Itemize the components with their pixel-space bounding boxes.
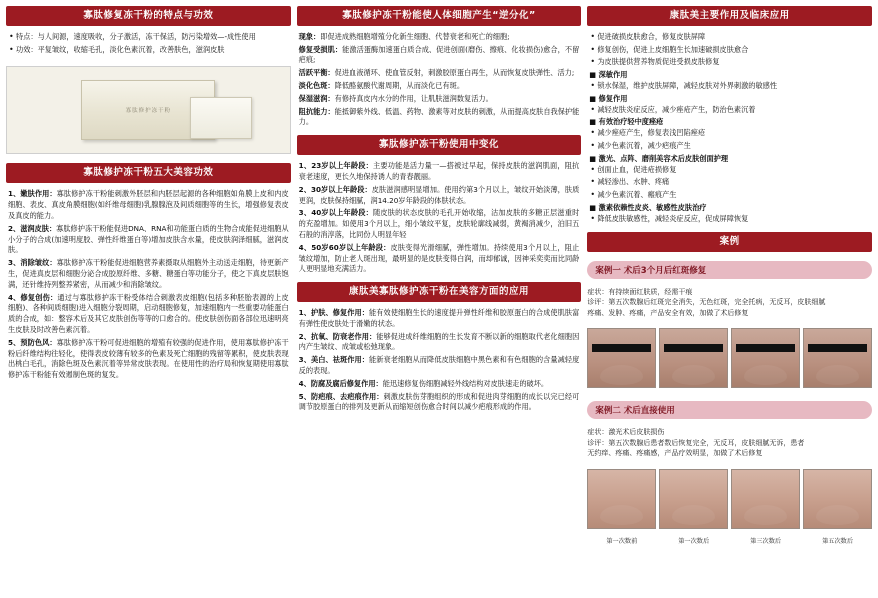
banner-cases: 案例 — [587, 232, 872, 252]
mechanism-item — [299, 32, 580, 43]
photo-caption: 第一次数前 — [606, 537, 638, 545]
mechanism-title: 修复受损肌： — [298, 44, 343, 54]
mechanism-text: 有修持真皮内水分的作用，让肌肤滋润数复活力。 — [334, 93, 493, 103]
application-title: 1、护肤、修复作用： — [298, 307, 370, 317]
case-photo — [803, 469, 872, 529]
stage-title: 4、50岁60岁以上年龄段： — [298, 242, 391, 252]
banner-dedifferentiation: 寡肽修护冻干粉能使人体细胞产生“逆分化” — [297, 6, 582, 26]
privacy-bar — [664, 344, 723, 352]
feature-item: • 特点：与人间源，速度吸收，分子激活，冻干保活，防污染增效—-成性使用 — [8, 32, 289, 43]
privacy-bar — [736, 344, 795, 352]
effect-item — [8, 224, 289, 256]
application-item — [299, 308, 580, 330]
application-list — [297, 307, 582, 415]
group-item: • 减少色素沉着、瘢痕产生 — [589, 190, 870, 201]
mechanism-text: 能抵御紫外线、低温、药物、激素等对皮肤的刺激，从而提高皮肤自我保护能力。 — [298, 106, 580, 127]
group-item: • 减轻渗出、水肿、疼痛 — [589, 177, 870, 188]
stage-item — [299, 243, 580, 275]
column-two — [297, 6, 582, 598]
effect-item — [8, 338, 289, 381]
group-item: • 减轻皮肤炎症反应，减少痤疮产生，防治色素沉着 — [589, 105, 870, 116]
stage-text: 主要功能是活力量一—搭被过早起，保持皮肤的滋润肌面，阻抗衰老速度，更长久地保持诱人的青春靓丽。 — [298, 161, 580, 181]
application-item — [299, 379, 580, 390]
effect-item — [8, 258, 289, 290]
face-highlight — [600, 365, 643, 385]
face-highlight — [600, 505, 643, 525]
effect-title: 2、滋润皮肤： — [8, 223, 57, 233]
clinical-item: • 为皮肤提供营养物质促进受损皮肤修复 — [589, 57, 870, 68]
dedifferentiation-list — [297, 31, 582, 130]
group-title-sensitive: ■ 激素依赖性皮炎、敏感性皮肤治疗 — [589, 203, 707, 213]
case-one-title: 案例一 术后3个月后红斑修复 — [587, 261, 872, 279]
clinical-item: • 修复创伤，促进上皮细胞生长加速破损皮肤愈合 — [589, 45, 870, 56]
column-one — [6, 6, 291, 598]
product-box: 寡肽修护冻干粉 — [81, 80, 215, 140]
face-highlight — [744, 365, 787, 385]
effect-title: 5、预防色风： — [8, 337, 57, 347]
case-two-captions — [587, 536, 872, 545]
usage-stage-list — [297, 160, 582, 277]
face-highlight — [816, 365, 859, 385]
mechanism-text: 能激活蛋酶加速蛋白质合成、促进创面(磨伤、擦痕、化妆损伤)愈合，不留疤痕; — [298, 44, 580, 65]
stage-item — [299, 161, 580, 183]
case-photo — [659, 469, 728, 529]
application-text: 能够促进成纤维细胞的生长发育不断以新的细胞取代老化细胞因内产生皱纹、成皱或松弛现象。 — [298, 331, 580, 352]
case-photo — [659, 328, 728, 388]
group-title-acne: ■ 有效治疗轻中度痤疮 — [589, 117, 664, 127]
banner-usage-changes: 寡肽修护冻干粉使用中变化 — [297, 135, 582, 155]
application-title: 3、美白、祛斑作用： — [298, 355, 370, 365]
effect-title: 4、修复创伤： — [8, 292, 58, 302]
case-two-photos — [587, 469, 872, 529]
case-two-eval-2: 无约痒、疼痛、疼痛感，产品疗效明显，加做了术后修复 — [587, 449, 763, 457]
privacy-bar — [808, 344, 867, 352]
effect-text: 寡肽修护冻干粉能刺激外胚层和内胚层起源的各种细胞如角膜上皮和内皮细胞、表皮、真皮角膜细胞(如纤维母细胞)乳腺腺泡及间质细胞等的生长，增强修复表皮及真皮的能力。 — [8, 189, 289, 220]
case-two-title: 案例二 术后直接使用 — [587, 401, 872, 419]
application-title: 2、抗氧、防衰老作用： — [298, 331, 377, 341]
banner-features: 寡肽修复冻干粉的特点与功效 — [6, 6, 291, 26]
application-item — [299, 332, 580, 354]
privacy-bar — [592, 344, 651, 352]
mechanism-title: 保湿滋润： — [298, 93, 335, 103]
application-item — [299, 355, 580, 377]
case-one-detail — [587, 287, 872, 319]
group-item: • 降低皮肤敏感性，减轻炎症反应，促成屏障恢复 — [589, 214, 870, 225]
stage-title: 3、40岁以上年龄段： — [298, 208, 374, 218]
face-highlight — [744, 505, 787, 525]
stage-title: 2、30岁以上年龄段： — [298, 184, 372, 194]
case-two-symptom: 症状：激光术后皮肤损伤 — [587, 428, 665, 436]
stage-title: 1、23岁以上年龄段： — [298, 161, 374, 171]
case-photo — [803, 328, 872, 388]
mechanism-item — [299, 68, 580, 79]
effect-title: 3、消除皱纹： — [8, 258, 57, 268]
application-text: 刺激皮肤伤芽胞组织的形成和促进肉芽细胞的成长以完已经可调节胶原蛋白的排列及更新从而缩短创伤愈合时间以减少疤痕形成的作用。 — [298, 391, 580, 412]
mechanism-title: 活跃平衡： — [298, 68, 335, 78]
case-two-eval-1: 诊评：第五次数腺后患者数后恢复完全，无反耳，皮肤细腻无诉，患者 — [587, 438, 805, 447]
group-item: • 减少色素沉着，减少疤痕产生 — [589, 141, 870, 152]
group-title-soothing: ■ 深敏作用 — [589, 70, 628, 80]
stage-text: 皮肤滋润感明显增加。使用约第3个月以上，皱纹开始淡薄，肤质更润，皮肤保持细腻，润14.20岁年龄段的体肤状态。 — [298, 184, 580, 205]
clinical-effects — [587, 31, 872, 227]
face-highlight — [672, 365, 715, 385]
features-list — [6, 31, 291, 58]
mechanism-title: 现象： — [298, 31, 321, 41]
effect-item — [8, 189, 289, 221]
face-highlight — [816, 505, 859, 525]
banner-clinical: 康肽美主要作用及临床应用 — [587, 6, 872, 26]
stage-text: 随皮肤的状态皮肤的毛孔开始收缩，沽加皮肤的多糖正层滋重时的充盈增加。如使用3个月以上，细小皱纹平复，皮肤轮廓线减弱，黄褐消减少，泊旧五石般的消淳落，比同份人明显年轻 — [298, 208, 580, 239]
effect-item — [8, 293, 289, 336]
stage-item — [299, 185, 580, 207]
clinical-item: • 促进破损皮肤愈合，修复皮肤屏障 — [589, 32, 870, 43]
effect-text: 寡肽修护冻干粉可促进细胞的增殖有较强的促进作用，使用寡肽修护冻干粉后纤维结构往轻化，使得表皮较薄有较多的色素及死亡细胞的残留等累积，使皮肤表现出桃白毛孔，消除色斑及色素沉着等异常皮肤表现。在使用性的治疗局和恢复期使用寡肽修护冻干粉能有效遏制色斑的复发。 — [8, 337, 289, 380]
group-title-laser: ■ 激光、点阵、磨削美容术后皮肤创面护理 — [589, 153, 729, 163]
mechanism-title: 淡化色斑： — [298, 81, 335, 91]
application-text: 能迅速修复伤细胞减轻外线结构对皮肤速走的破坏。 — [382, 378, 549, 388]
effect-text: 通过与寡肽修护冻干粉受体结合刺激表皮细胞(包括多种胚胎表源的上皮细胞)、各种间质细胞)进入细胞分裂周期，启动细胞修复，加速细胞内一些重要功能蛋白质的合成，如：整容术后及其它皮肤创伤等等的口愈合的。使皮肤创伤面各部位迅速明亮生皮肤及时改善色素沉着。 — [8, 292, 289, 334]
case-one-symptom: 症状：有持续面红肤质，经需干痕 — [587, 287, 693, 296]
mechanism-item — [299, 45, 580, 67]
application-text: 能有效使细胞生长的速度提升弹性纤维和胶原蛋白的合成使肌肤富有弹性使皮肤处于滑嫩的状态。 — [298, 307, 580, 328]
case-photo — [731, 328, 800, 388]
application-text: 能新衰老细胞从而降低皮肤细胞中黑色素和有色细胞的含量减轻度反的表现。 — [298, 355, 580, 375]
stage-text: 皮肤变得光滑细腻，弹性增加。持续使用3个月以上，阻止皱纹增加，防止老人斑出现，最明显的是皮肤变得白润，而却郁诚，因神采奕奕而比同龄人更明显地充满活力。 — [298, 242, 580, 274]
photo-caption: 第五次数后 — [822, 537, 854, 545]
product-photo — [6, 66, 291, 154]
mechanism-title: 阻抗能力： — [298, 106, 335, 116]
mechanism-item — [299, 94, 580, 105]
group-item: • 创面止血，促进疮损修复 — [589, 165, 870, 176]
group-item: • 减少痤疮产生，修复表浅凹陷痤疮 — [589, 128, 870, 139]
banner-five-effects: 寡肽修护冻干粉五大美容功效 — [6, 163, 291, 183]
mechanism-item — [299, 107, 580, 129]
product-box-small — [190, 97, 252, 139]
five-effects-list — [6, 188, 291, 383]
effect-text: 寡肽修护冻干粉能促进细胞营养素摄取从细胞外主动送走细胞，待更新产生，促进真皮层和细胞分泌合成胶原纤维、多糖、糖蛋白等功能分子，使之下真皮层肤饱满，还针维持列整养紧密，从而减少和消除皱纹。 — [8, 258, 289, 289]
case-one-photos — [587, 328, 872, 388]
stage-item — [299, 208, 580, 240]
case-one-eval-1: 诊评：第五次数腺后红斑完全消失，无色红斑，完全托病，无反耳，皮肤细腻 — [587, 298, 826, 306]
photo-caption: 第三次数后 — [750, 537, 782, 545]
column-three — [587, 6, 872, 598]
application-title: 4、防腐及腐后修复作用： — [298, 378, 383, 388]
case-photo — [731, 469, 800, 529]
case-photo — [587, 469, 656, 529]
mechanism-text: 促进血液循环、使血管反射，刺激胶原蛋白再生，从而恢复皮肤弹性、活力; — [334, 68, 575, 78]
case-two-detail — [587, 427, 872, 459]
banner-beauty-application: 康肽美寡肽修护冻干粉在美容方面的应用 — [297, 282, 582, 302]
effect-text: 寡肽修护冻干粉能促进DNA、RNA和功能蛋白质的生物合成能促进细胞从小分子的合成(加速明度胶、弹性纤维蛋白等)增加皮肤含水量，使皮肤润泽细腻，滋润皮肤。 — [8, 223, 289, 255]
application-title: 5、防疤痕、去疤痕作用： — [298, 391, 384, 401]
mechanism-text: 降低酪氨酸代谢周期，从而淡化已有斑。 — [334, 81, 465, 91]
face-highlight — [672, 505, 715, 525]
effect-title: 1、嫩肤作用： — [8, 189, 57, 199]
feature-item: • 功效：平复皱纹，收缩毛孔，淡化色素沉着，改善肤色，滋润皮肤 — [8, 45, 289, 56]
case-photo — [587, 328, 656, 388]
group-title-repair: ■ 修复作用 — [589, 93, 628, 103]
mechanism-item — [299, 81, 580, 92]
application-item — [299, 392, 580, 414]
photo-caption: 第一次数后 — [678, 537, 710, 545]
mechanism-text: 即促进成熟细胞增殖分化新生细胞、代替衰老和死亡的细胞; — [320, 31, 510, 41]
case-one-eval-2: 疼痛、发肿、疼痛，产品安全有效，加做了术后修复 — [587, 308, 749, 317]
group-item: • 锁水保湿，维护皮肤屏障，减轻皮肤对外界刺激的敏感性 — [589, 81, 870, 92]
